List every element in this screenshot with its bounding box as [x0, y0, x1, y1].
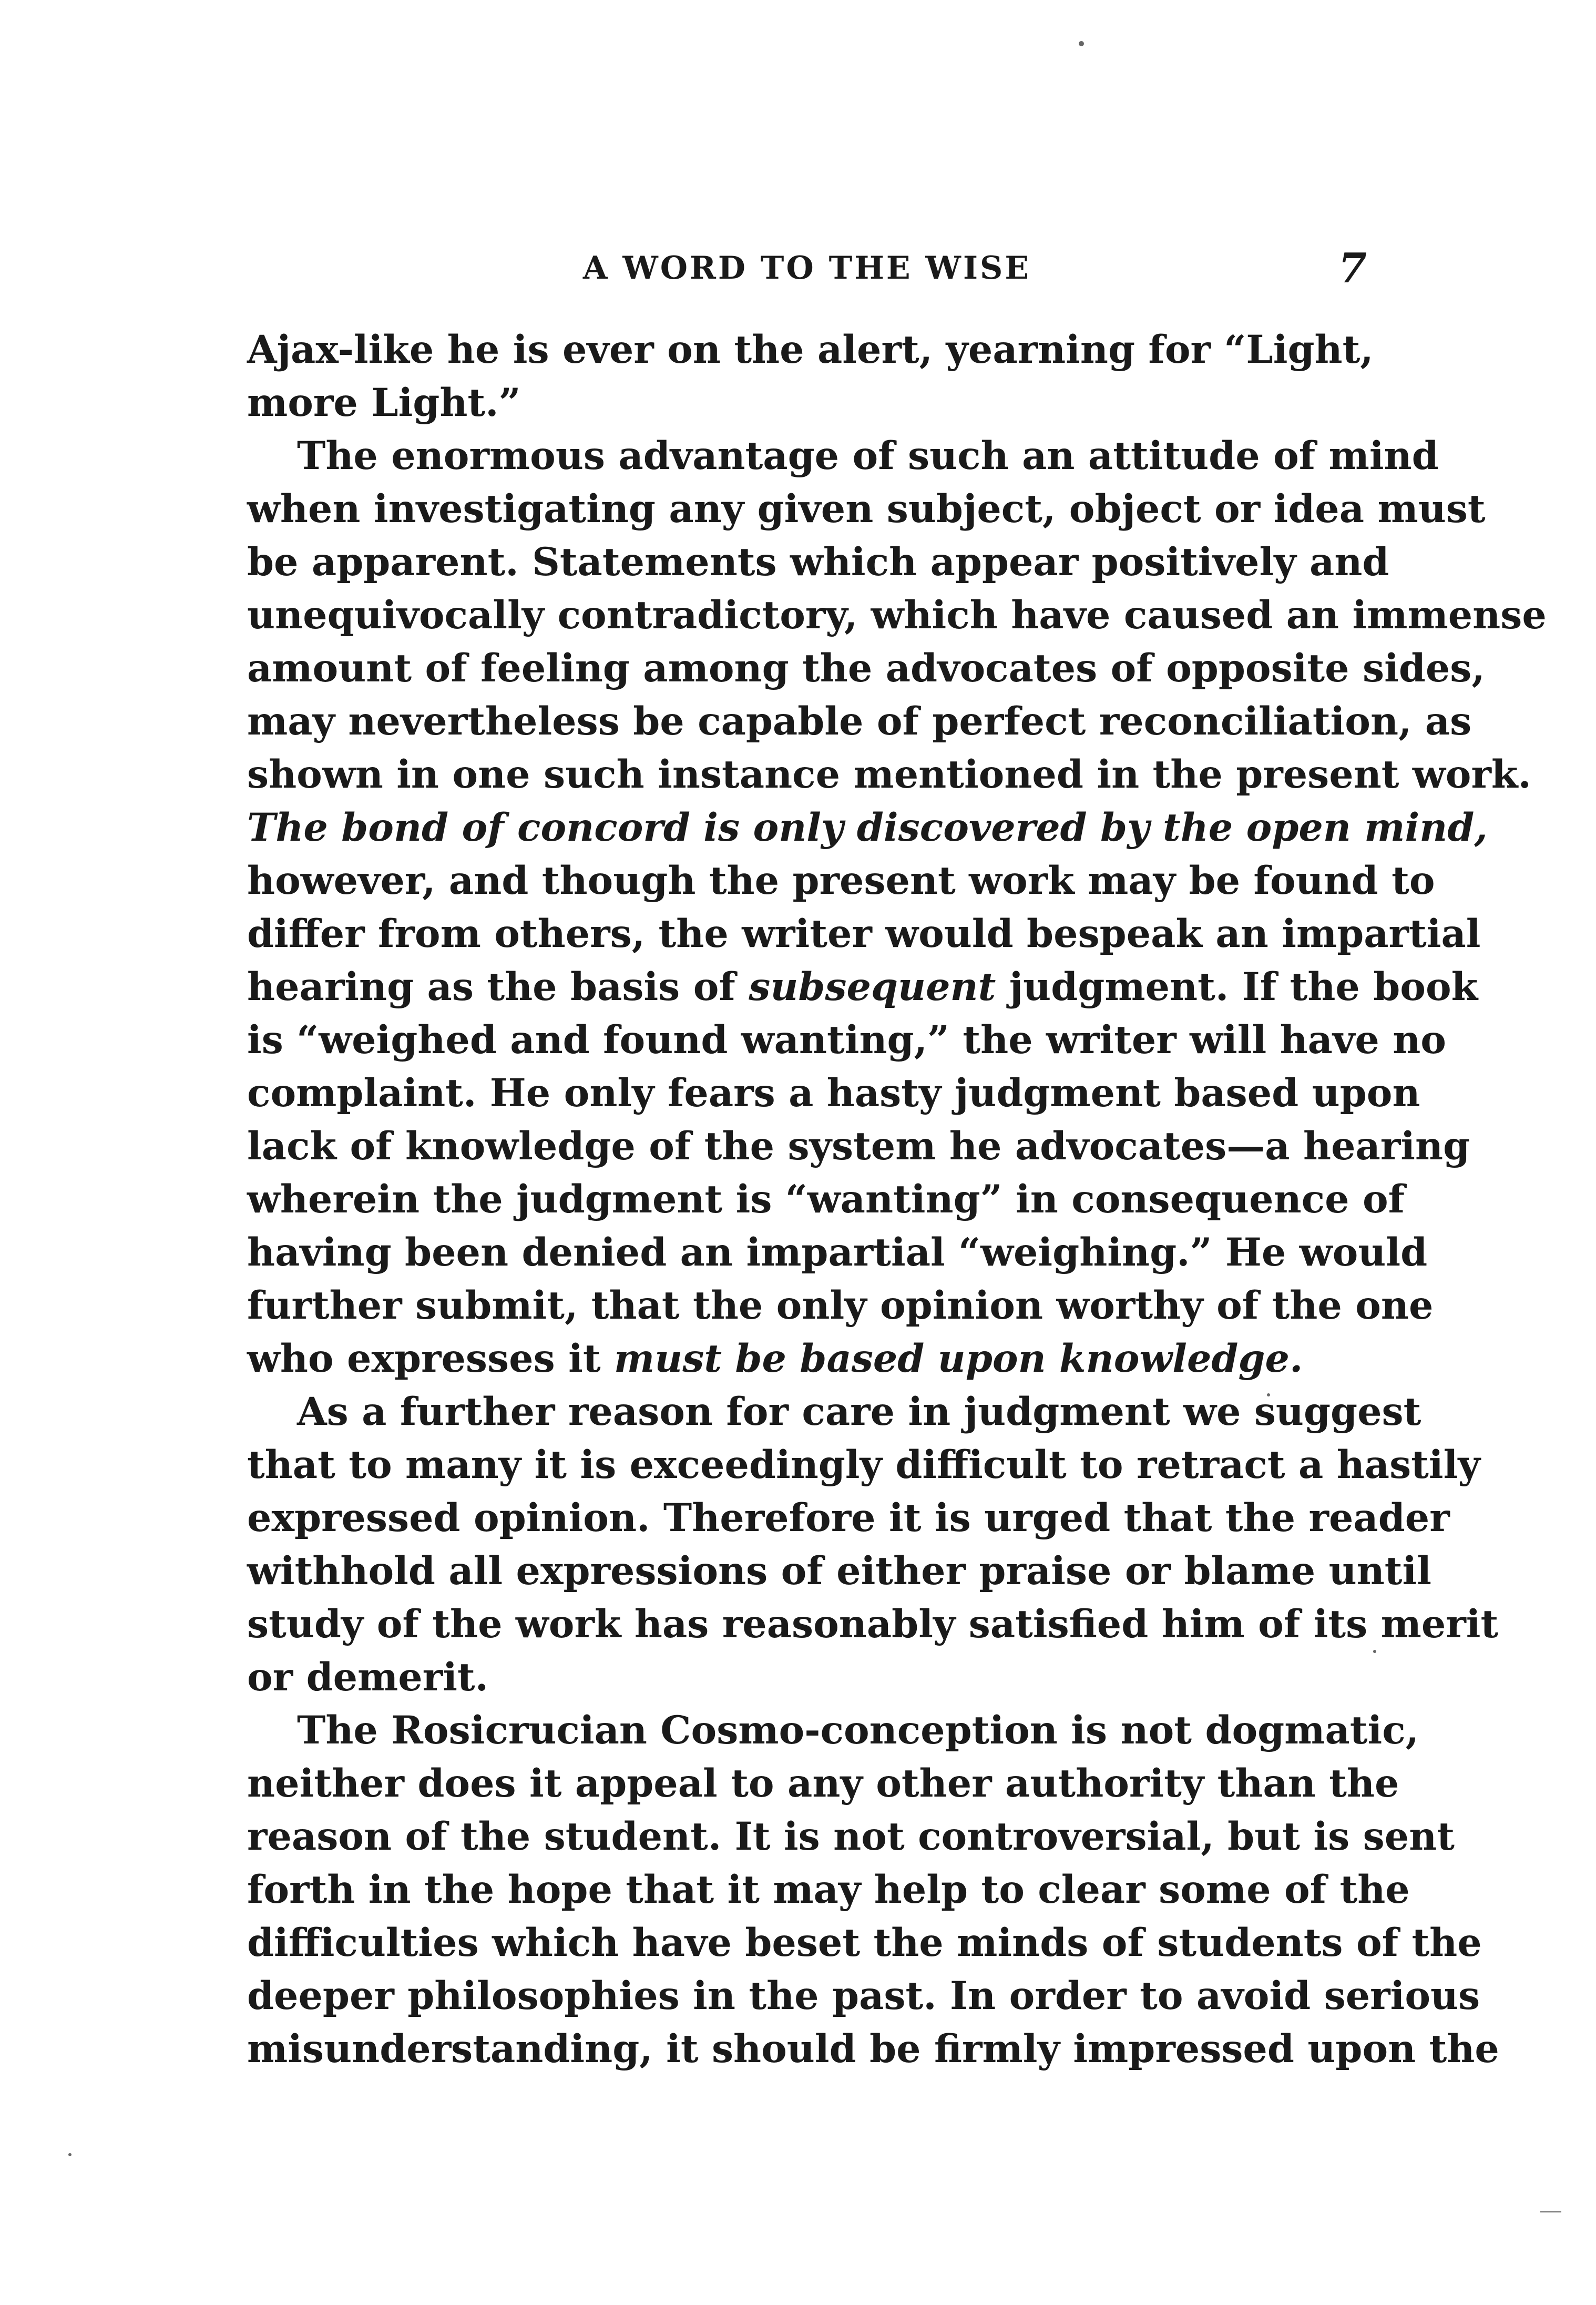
text-line: misunderstanding, it should be firmly impressed upon the	[247, 2026, 1499, 2072]
italic-phrase: must be based upon knowledge.	[613, 1336, 1303, 1381]
text-line	[247, 801, 1488, 854]
text-line: study of the work has reasonably satisfied him of its merit	[247, 1602, 1499, 1647]
text-line: amount of feeling among the advocates of opposite sides,	[247, 646, 1485, 691]
text-line: lack of knowledge of the system he advocates—a hearing	[247, 1124, 1470, 1169]
print-speck	[68, 2153, 71, 2156]
text-line: complaint. He only fears a hasty judgment based upon	[247, 1070, 1420, 1116]
text-line: hearing as the basis of subsequent judgment. If the book	[247, 964, 1478, 1009]
text-line: As a further reason for care in judgment we suggest	[297, 1389, 1421, 1434]
italic-word: subsequent	[749, 964, 996, 1009]
text-line: neither does it appeal to any other authority than the	[247, 1761, 1399, 1806]
body-text	[247, 323, 1547, 2076]
text-line: The enormous advantage of such an attitude of mind	[297, 433, 1439, 478]
text-line: may nevertheless be capable of perfect reconciliation, as	[247, 699, 1472, 744]
text-line: is “weighed and found wanting,” the writer will have no	[247, 1017, 1447, 1063]
text-line: expressed opinion. Therefore it is urged that the reader	[247, 1495, 1450, 1541]
print-speck	[1079, 41, 1084, 46]
text-line: wherein the judgment is “wanting” in consequence of	[247, 1177, 1405, 1222]
text-line: shown in one such instance mentioned in the present work.	[247, 752, 1531, 797]
page-number: 7	[1338, 244, 1367, 292]
page-header	[247, 234, 1367, 292]
text-line: forth in the hope that it may help to clear some of the	[247, 1867, 1410, 1912]
text-line: Ajax-like he is ever on the alert, yearning for “Light,	[247, 327, 1374, 372]
text-line: or demerit.	[247, 1655, 489, 1700]
text-line: however, and though the present work may be found to	[247, 858, 1435, 903]
text-line: deeper philosophies in the past. In order to avoid serious	[247, 1973, 1480, 2018]
text-line: having been denied an impartial “weighing.” He would	[247, 1230, 1428, 1275]
text-line: further submit, that the only opinion worthy of the one	[247, 1283, 1434, 1328]
text-line: withhold all expressions of either praise or blame until	[247, 1548, 1431, 1594]
text-line: differ from others, the writer would bespeak an impartial	[247, 911, 1481, 956]
running-head: A WORD TO THE WISE	[582, 250, 1031, 287]
text-line: that to many it is exceedingly difficult to retract a hastily	[247, 1442, 1480, 1487]
text-line: difficulties which have beset the minds of students of the	[247, 1920, 1482, 1965]
text-line: unequivocally contradictory, which have caused an immense	[247, 593, 1547, 638]
text-line: The Rosicrucian Cosmo-conception is not dogmatic,	[297, 1708, 1419, 1753]
text-line: who expresses it must be based upon knowledge.	[247, 1336, 1303, 1381]
text-line: more Light.”	[247, 380, 521, 425]
print-mark	[1540, 2211, 1561, 2212]
text-line: reason of the student. It is not controversial, but is sent	[247, 1814, 1455, 1859]
italic-phrase: The bond of concord is only discovered by the open mind,	[247, 805, 1488, 850]
text-line: be apparent. Statements which appear positively and	[247, 539, 1389, 585]
text-line: when investigating any given subject, object or idea must	[247, 486, 1486, 532]
print-speck	[1373, 1650, 1376, 1653]
